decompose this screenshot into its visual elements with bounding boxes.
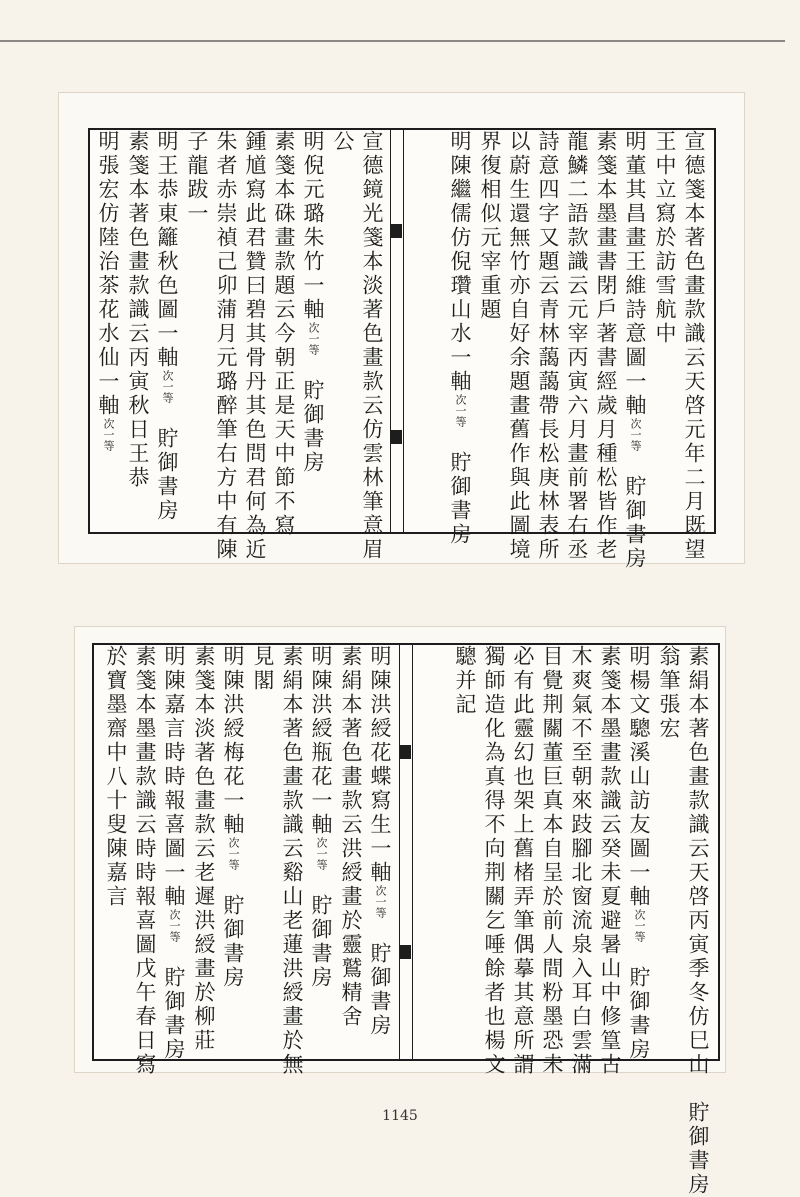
column-text: 朱者赤崇禎己卯蒲月元璐醉筆右方中有陳 — [214, 130, 238, 562]
text-column — [650, 130, 679, 532]
storage-location: 貯御書房 — [368, 942, 392, 1038]
text-column — [211, 130, 240, 562]
text-column — [240, 130, 269, 562]
column-text: 於寶墨齋中八十叟陳嘉言 — [104, 645, 128, 909]
column-text: 明陳洪綬梅花一軸 — [221, 645, 245, 837]
column-text: 明倪元璐朱竹一軸 — [301, 130, 325, 322]
column-text: 明王恭東籬秋色圖一軸 — [155, 130, 179, 370]
column-text: 必有此靈幻也架上舊楮弄筆偶摹其意所謂 — [511, 645, 535, 1077]
column-text: 明陳繼儒仿倪瓚山水一軸 — [448, 130, 472, 394]
text-column — [562, 130, 591, 562]
column-text: 素絹本著色畫款識云谿山老蓮洪綬畫於無 — [280, 645, 304, 1077]
grade-note: 次一等 — [629, 418, 642, 451]
storage-location: 貯御書房 — [309, 894, 333, 990]
column-text: 木爽氣不至朝來跂腳北窗流泉入耳白雲滿 — [569, 645, 593, 1077]
text-column — [475, 130, 504, 532]
column-text: 素箋本硃畫款題云今朝正是天中節不寫 — [272, 130, 296, 538]
storage-location: 貯御書房 — [162, 966, 186, 1062]
column-text: 以蔚生還無竹亦自好余題畫舊作與此圖境 — [507, 130, 531, 562]
top-rule — [0, 40, 785, 42]
text-column — [182, 130, 211, 532]
text-column — [479, 645, 508, 1077]
text-column — [159, 645, 189, 1062]
upper-text-frame — [88, 128, 716, 571]
column-text: 明陳洪綬瓶花一軸 — [309, 645, 333, 837]
text-column — [101, 645, 130, 1059]
column-text: 鍾馗寫此君贊曰碧其骨丹其色問君何為近 — [243, 130, 267, 562]
text-column — [537, 645, 566, 1077]
storage-location: 貯御書房 — [623, 475, 647, 571]
text-column — [218, 645, 248, 1059]
text-column — [123, 130, 152, 532]
grade-note: 次一等 — [633, 909, 646, 942]
column-text: 目覺荆關董巨真本自呈於前人間粉墨恐未 — [540, 645, 564, 1077]
column-text: 子龍跋一 — [185, 130, 209, 226]
text-column — [445, 130, 475, 547]
text-column — [248, 645, 277, 1059]
column-text: 素箋本墨畫書閉戶著書經歲月種松皆作老 — [594, 130, 618, 562]
storage-location: 貯御書房 — [155, 427, 179, 523]
column-text: 素箋本墨畫款識云時時報喜圖戊午春日寫 — [133, 645, 157, 1077]
text-column — [450, 645, 479, 1059]
column-text: 見閣 — [251, 645, 275, 693]
text-column — [189, 645, 218, 1059]
text-column — [683, 645, 712, 1197]
text-column — [152, 130, 182, 532]
grade-note: 次一等 — [315, 837, 328, 870]
grade-note: 次一等 — [454, 394, 467, 427]
column-text: 詩意四字又題云青林藹藹帶長松庚林表所 — [536, 130, 560, 562]
text-column — [328, 130, 357, 532]
storage-location: 貯御書房 — [627, 966, 651, 1062]
upper-right-half — [408, 130, 708, 571]
column-text: 素箋本著色畫款識云丙寅秋日王恭 — [126, 130, 150, 490]
column-text: 明陳洪綬花蝶寫生一軸 — [368, 645, 392, 885]
text-column — [533, 130, 562, 562]
text-column — [624, 645, 654, 1062]
column-text: 素箋本淡著色畫款云老遲洪綬畫於柳莊 — [192, 645, 216, 1053]
column-text: 驄并記 — [453, 645, 477, 717]
column-text: 龍鱗二語款識云元宰丙寅六月畫前署右丞 — [565, 130, 589, 562]
storage-location: 貯御書房 — [686, 1101, 710, 1197]
upper-fold-divider — [390, 130, 404, 532]
column-text: 公 — [331, 130, 355, 154]
text-column — [130, 645, 159, 1077]
text-column — [508, 645, 537, 1077]
grade-note: 次一等 — [307, 322, 320, 355]
lower-right-half — [417, 645, 712, 1197]
storage-location: 貯御書房 — [221, 894, 245, 990]
column-text: 界復相似元宰重題 — [478, 130, 502, 322]
grade-note: 次一等 — [168, 909, 181, 942]
column-text: 明楊文驄溪山訪友圖一軸 — [627, 645, 651, 909]
column-text: 宣德箋本著色畫款識云天啓元年二月既望 — [682, 130, 706, 562]
text-column — [654, 645, 683, 1059]
column-text: 獨師造化為真得不向荆關乞唾餘者也楊文 — [482, 645, 506, 1077]
grade-note: 次一等 — [102, 418, 115, 451]
text-column — [269, 130, 298, 538]
text-column — [566, 645, 595, 1077]
text-column — [277, 645, 306, 1077]
text-column — [679, 130, 708, 562]
column-text: 明陳嘉言時時報喜圖一軸 — [162, 645, 186, 909]
column-text: 素箋本墨畫款識云癸未夏避暑山中修篁古 — [598, 645, 622, 1077]
page-number: 1145 — [382, 1108, 418, 1124]
text-column — [336, 645, 365, 1059]
text-column — [298, 130, 328, 532]
grade-note: 次一等 — [374, 885, 387, 918]
column-text: 素絹本著色畫款識云天啓丙寅季冬仿巳山 — [686, 645, 710, 1077]
column-text: 王中立寫於訪雪航中 — [653, 130, 677, 346]
text-column — [595, 645, 624, 1077]
storage-location: 貯御書房 — [301, 379, 325, 475]
upper-left-half — [96, 130, 386, 562]
lower-left-half — [100, 645, 395, 1077]
text-column — [306, 645, 336, 1059]
text-column — [620, 130, 650, 571]
column-text: 明張宏仿陸治茶花水仙一軸 — [96, 130, 120, 418]
grade-note: 次一等 — [227, 837, 240, 870]
column-text: 明董其昌畫王維詩意圖一軸 — [623, 130, 647, 418]
lower-fold-divider — [399, 645, 413, 1059]
column-text: 素絹本著色畫款云洪綬畫於靈鷲精舍 — [339, 645, 363, 1029]
column-text: 翁筆張宏 — [657, 645, 681, 741]
text-column — [357, 130, 386, 562]
storage-location: 貯御書房 — [448, 451, 472, 547]
text-column — [504, 130, 533, 562]
grade-note: 次一等 — [161, 370, 174, 403]
column-text: 宣德鏡光箋本淡著色畫款云仿雲林筆意眉 — [360, 130, 384, 562]
text-column — [365, 645, 395, 1059]
text-column — [93, 130, 123, 532]
text-column — [591, 130, 620, 562]
